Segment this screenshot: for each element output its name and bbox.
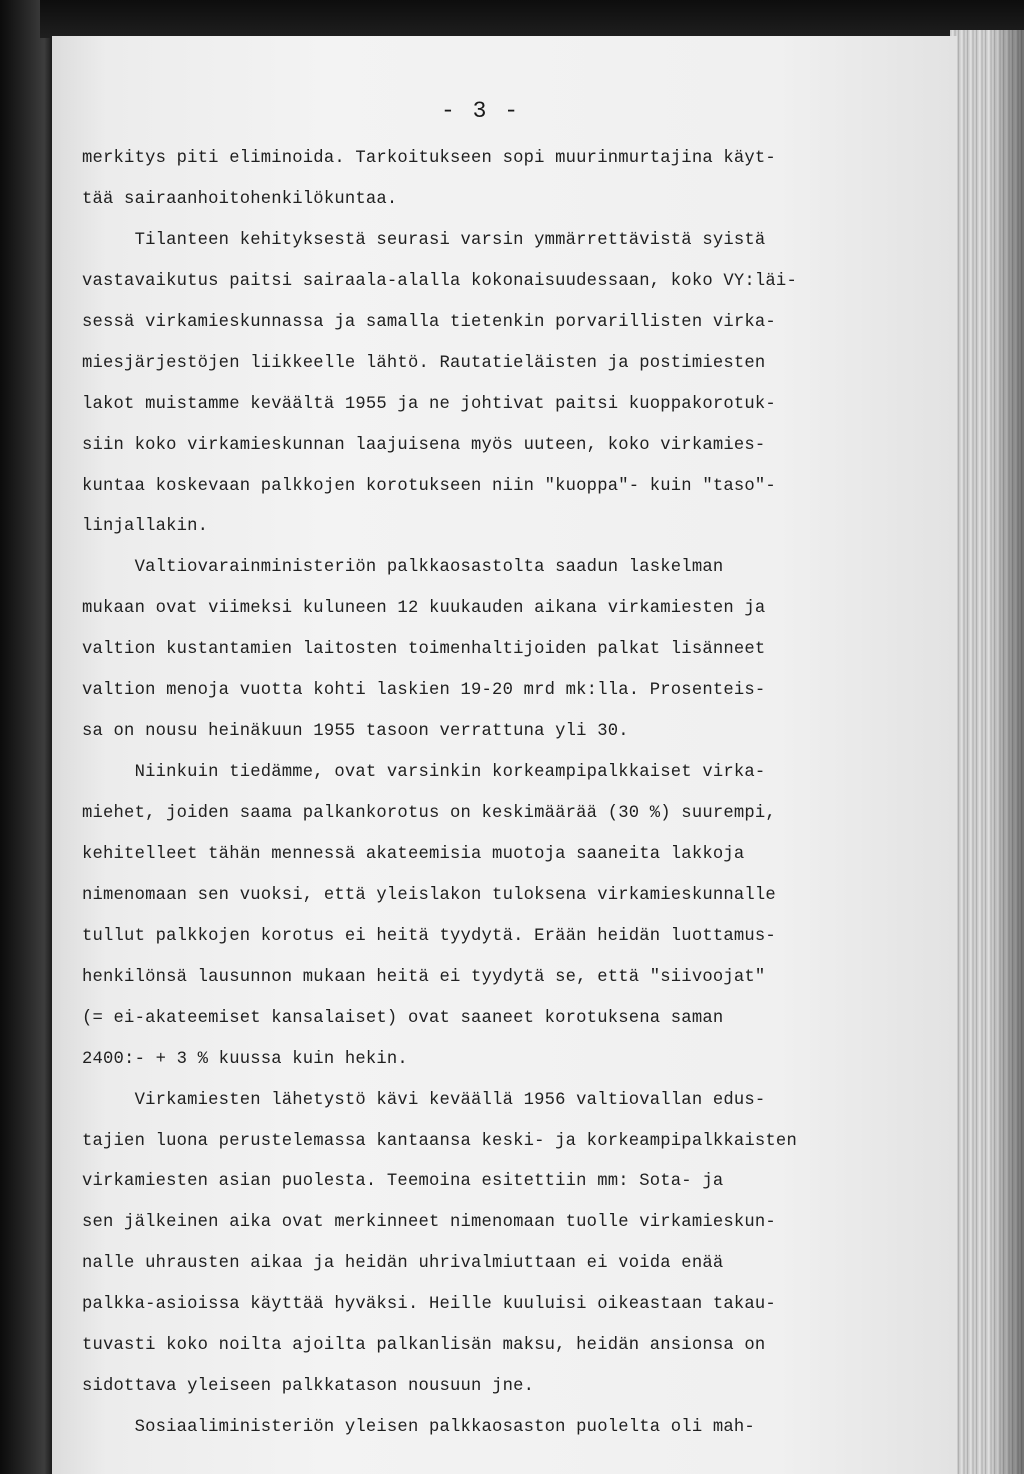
text-line: henkilönsä lausunnon mukaan heitä ei tyydytä se, että "siivoojat" (82, 967, 766, 987)
text-line: Sosiaaliministeriön yleisen palkkaosaston puolelta oli mah- (82, 1418, 755, 1438)
text-line: mukaan ovat viimeksi kuluneen 12 kuukauden aikana virkamiesten ja (82, 599, 766, 619)
text-line: sa on nousu heinäkuun 1955 tasoon verrattuna yli 30. (82, 722, 629, 742)
page-number: - 3 - (440, 98, 520, 124)
text-line: miesjärjestöjen liikkeelle lähtö. Rautatieläisten ja postimiesten (82, 353, 766, 373)
text-line: nimenomaan sen vuoksi, että yleislakon tuloksena virkamieskunnalle (82, 885, 776, 905)
text-line: siin koko virkamieskunnan laajuisena myös uuteen, koko virkamies- (82, 435, 766, 455)
text-line: vastavaikutus paitsi sairaala-alalla kokonaisuudessaan, koko VY:läi- (82, 271, 797, 291)
text-line: linjallakin. (82, 517, 209, 537)
document-page (52, 36, 957, 1474)
text-line: Tilanteen kehityksestä seurasi varsin ymmärrettävistä syistä (82, 230, 766, 250)
text-line: nalle uhrausten aikaa ja heidän uhrivalmiuttaan ei voida enää (82, 1254, 724, 1274)
text-line: (= ei-akateemiset kansalaiset) ovat saaneet korotuksena saman (82, 1008, 724, 1028)
text-line: sidottava yleiseen palkkatason nousuun jne. (82, 1377, 535, 1397)
text-line: tajien luona perustelemassa kantaansa keski- ja korkeampipalkkaisten (82, 1131, 797, 1151)
top-edge-shadow (40, 0, 1024, 38)
text-line: palkka-asioissa käyttää hyväksi. Heille kuuluisi oikeastaan takau- (82, 1295, 776, 1315)
page-stack-shade (990, 30, 1024, 1474)
text-line: tää sairaanhoitohenkilökuntaa. (82, 189, 398, 209)
text-line: lakot muistamme keväältä 1955 ja ne johtivat paitsi kuoppakorotuk- (82, 394, 776, 414)
text-line: miehet, joiden saama palkankorotus on keskimäärää (30 %) suurempi, (82, 804, 776, 823)
text-line: Valtiovarainministeriön palkkaosastolta saadun laskelman (82, 558, 724, 578)
body-text (82, 139, 932, 1449)
text-line: valtion menoja vuotta kohti laskien 19-20 mrd mk:lla. Prosenteis- (82, 681, 766, 701)
text-line: kehitelleet tähän mennessä akateemisia muotoja saaneita lakkoja (82, 844, 745, 864)
text-line: virkamiesten asian puolesta. Teemoina esitettiin mm: Sota- ja (82, 1172, 724, 1192)
text-line: tullut palkkojen korotus ei heitä tyydytä. Erään heidän luottamus- (82, 926, 776, 946)
text-line: sen jälkeinen aika ovat merkinneet nimenomaan tuolle virkamieskun- (82, 1213, 776, 1233)
book-binding-shadow (0, 0, 52, 1474)
text-line: valtion kustantamien laitosten toimenhaltijoiden palkat lisänneet (82, 640, 766, 660)
text-line: tuvasti koko noilta ajoilta palkanlisän maksu, heidän ansionsa on (82, 1336, 766, 1356)
text-line: kuntaa koskevaan palkkojen korotukseen niin "kuoppa"- kuin "taso"- (82, 476, 776, 496)
text-line: Niinkuin tiedämme, ovat varsinkin korkeampipalkkaiset virka- (82, 763, 766, 783)
text-line: merkitys piti eliminoida. Tarkoitukseen sopi muurinmurtajina käyt- (82, 149, 776, 168)
text-line: sessä virkamieskunnassa ja samalla tietenkin porvarillisten virka- (82, 312, 776, 332)
text-line: 2400:- + 3 % kuussa kuin hekin. (82, 1049, 408, 1069)
text-line: Virkamiesten lähetystö kävi keväällä 1956 valtiovallan edus- (82, 1090, 766, 1110)
